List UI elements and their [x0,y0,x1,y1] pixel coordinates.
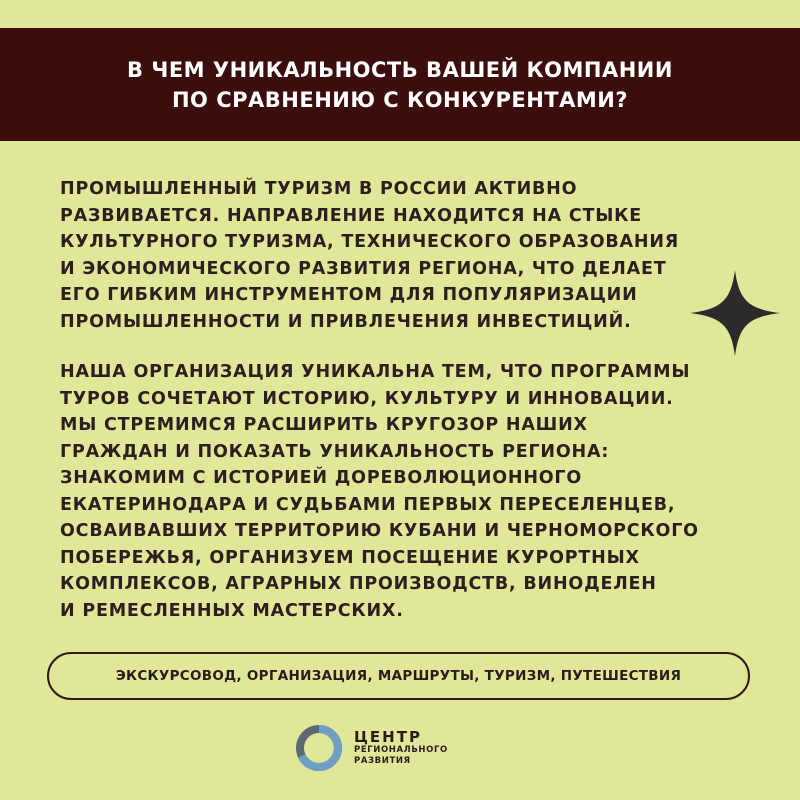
header-banner [0,28,800,141]
paragraph-line: ТУРОВ СОЧЕТАЮТ ИСТОРИЮ, КУЛЬТУРУ И ИННОВАЦИИ. [60,388,674,409]
paragraph-line: ПОБЕРЕЖЬЯ, ОРГАНИЗУЕМ ПОСЕЩЕНИЕ КУРОРТНЫХ [60,547,640,568]
paragraph-line: РАЗВИВАЕТСЯ. НАПРАВЛЕНИЕ НАХОДИТСЯ НА СТЫКЕ [60,205,642,226]
paragraph-line: КУЛЬТУРНОГО ТУРИЗМА, ТЕХНИЧЕСКОГО ОБРАЗОВАНИЯ [60,232,680,252]
tags-pill [47,652,750,700]
tags-text: ЭКСКУРСОВОД, ОРГАНИЗАЦИЯ, МАРШРУТЫ, ТУРИЗМ, ПУТЕШЕСТВИЯ [115,668,682,684]
paragraph-line: КОМПЛЕКСОВ, АГРАРНЫХ ПРОИЗВОДСТВ, ВИНОДЕЛЕН [60,574,657,594]
header-title-line2: ПО СРАВНЕНИЮ С КОНКУРЕНТАМИ? [171,87,629,112]
logo-line-regional: РЕГИОНАЛЬНОГО [354,745,448,755]
paragraph-line: ЕКАТЕРИНОДАРА И СУДЬБАМИ ПЕРВЫХ ПЕРЕСЕЛЕНЦЕВ, [60,494,676,515]
logo-ring-icon [294,723,344,773]
paragraph-line: ОСВАИВАВШИХ ТЕРРИТОРИЮ КУБАНИ И ЧЕРНОМОРСКОГО [60,521,699,541]
paragraph-line: И РЕМЕСЛЕННЫХ МАСТЕРСКИХ. [60,600,404,621]
paragraph-line: ЕГО ГИБКИМ ИНСТРУМЕНТОМ ДЛЯ ПОПУЛЯРИЗАЦИИ [60,285,638,305]
paragraph-line: НАША ОРГАНИЗАЦИЯ УНИКАЛЬНА ТЕМ, ЧТО ПРОГРАММЫ [60,362,691,382]
logo-text [354,729,448,767]
paragraph-line: ПРОМЫШЛЕННОСТИ И ПРИВЛЕЧЕНИЯ ИНВЕСТИЦИЙ. [60,311,632,332]
logo [294,722,448,774]
header-title-line1: В ЧЕМ УНИКАЛЬНОСТЬ ВАШЕЙ КОМПАНИИ [127,57,673,82]
four-point-star-icon [690,270,780,356]
paragraph-line: ГРАЖДАН И ПОКАЗАТЬ УНИКАЛЬНОСТЬ РЕГИОНА: [60,441,610,462]
paragraph-line: ЗНАКОМИМ С ИСТОРИЕЙ ДОРЕВОЛЮЦИОННОГО [60,468,583,488]
logo-line-development: РАЗВИТИЯ [354,756,411,766]
paragraph-organization [60,359,760,624]
paragraph-line: ПРОМЫШЛЕННЫЙ ТУРИЗМ В РОССИИ АКТИВНО [60,179,578,199]
logo-line-center: ЦЕНТР [354,728,422,746]
paragraph-line: МЫ СТРЕМИМСЯ РАСШИРИТЬ КРУГОЗОР НАШИХ [60,415,588,435]
paragraph-line: И ЭКОНОМИЧЕСКОГО РАЗВИТИЯ РЕГИОНА, ЧТО ДЕЛАЕТ [60,258,667,279]
paragraph-industrial-tourism [60,176,760,335]
